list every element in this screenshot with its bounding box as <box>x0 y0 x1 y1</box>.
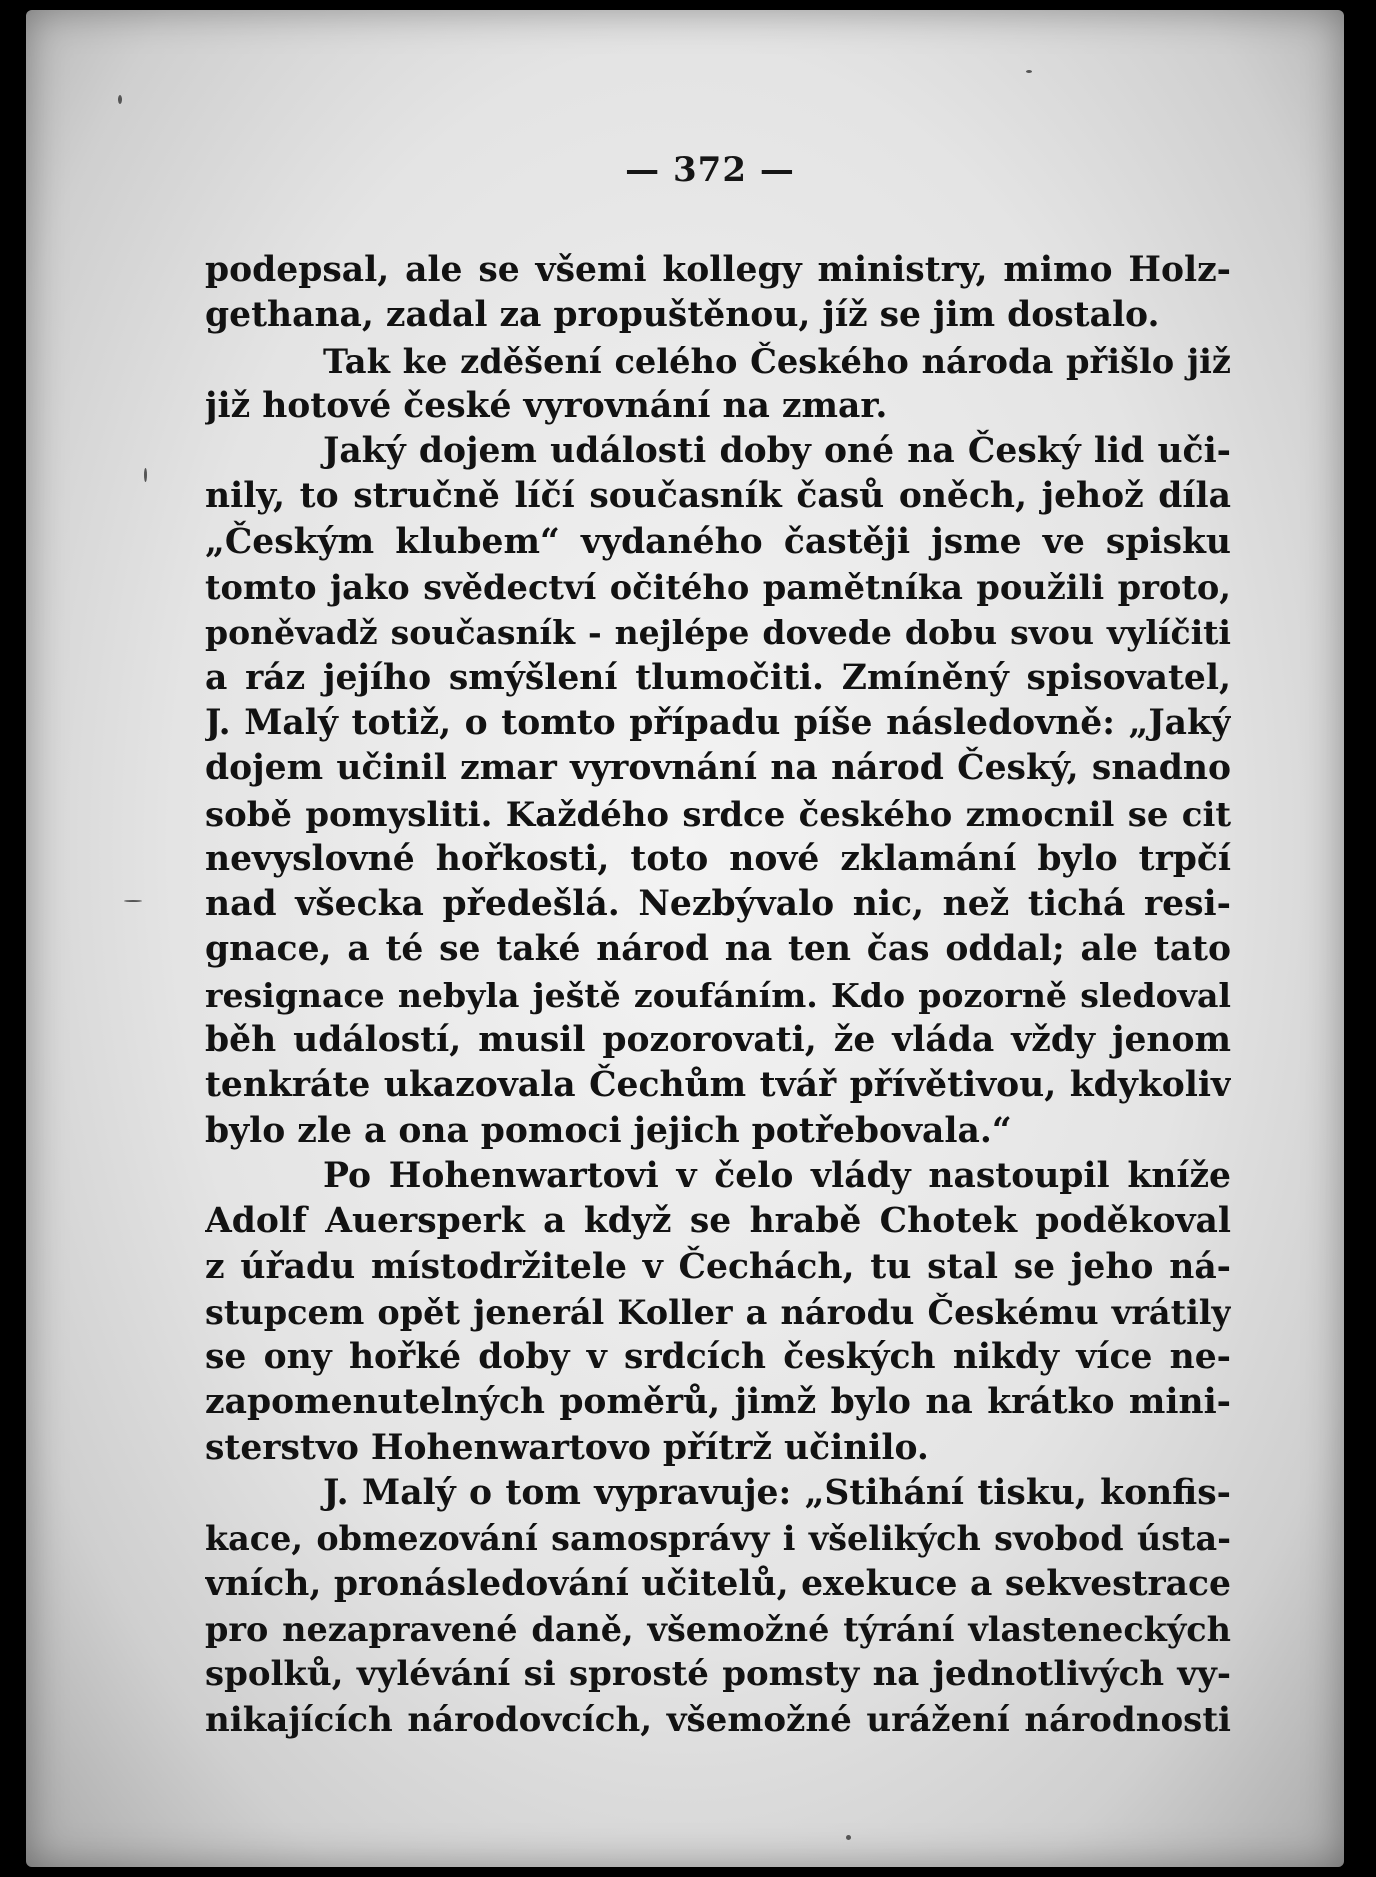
text-line: dojem učinil zmar vyrovnání na národ Český, snadno <box>205 748 1231 789</box>
text-line: resignace nebyla ještě zoufáním. Kdo pozorně sledoval <box>205 975 1231 1015</box>
text-line: Tak ke zděšení celého Českého národa přišlo již <box>323 340 1231 381</box>
text-line: z úřadu místodržitele v Čechách, tu stal se jeho ná- <box>205 1246 1231 1287</box>
text-line: Adolf Auersperk a když se hrabě Chotek poděkoval <box>205 1201 1231 1242</box>
text-line: bylo zle a ona pomoci jejich potřebovala.“ <box>205 1110 1012 1151</box>
text-line: podepsal, ale se všemi kollegy ministry, mimo Holz- <box>205 250 1231 290</box>
text-line: poněvadž současník - nejlépe dovede dobu svou vylíčiti <box>205 613 1231 653</box>
text-line: spolků, vylévání si sprosté pomsty na jednotlivých vy- <box>205 1654 1231 1695</box>
text-line: gethana, zadal za propuštěnou, jíž se jim dostalo. <box>205 295 1160 336</box>
text-line: sterstvo Hohenwartovo přítrž učinilo. <box>205 1427 929 1468</box>
text-line: a ráz jejího smýšlení tlumočiti. Zmíněný spisovatel, <box>205 657 1231 698</box>
text-line: zapomenutelných poměrů, jimž bylo na krátko mini- <box>205 1382 1231 1423</box>
text-line: gnace, a té se také národ na ten čas oddal; ale tato <box>205 929 1231 970</box>
text-line: Jaký dojem události doby oné na Český lid uči- <box>323 431 1231 472</box>
paper-speck <box>144 468 147 482</box>
text-line: „Českým klubem“ vydaného častěji jsme ve spisku <box>205 521 1231 562</box>
text-line: nikajících národovcích, všemožné urážení národnosti <box>205 1699 1231 1740</box>
body-text <box>205 248 1231 1743</box>
paper-speck <box>118 95 122 104</box>
text-line: Po Hohenwartovi v čelo vlády nastoupil kníže <box>323 1155 1231 1196</box>
text-line: již hotové české vyrovnání na zmar. <box>205 385 888 426</box>
text-line: se ony hořké doby v srdcích českých nikdy více ne- <box>205 1337 1231 1378</box>
text-line: vních, pronásledování učitelů, exekuce a sekvestrace <box>205 1563 1231 1604</box>
paper-speck <box>846 1835 851 1840</box>
text-line: J. Malý o tom vypravuje: „Stihání tisku, konfis- <box>323 1473 1231 1514</box>
text-line: sobě pomysliti. Každého srdce českého zmocnil se cit <box>205 793 1231 834</box>
text-line: nad všecka předešlá. Nezbývalo nic, než tichá resi- <box>205 884 1231 925</box>
text-line: nevyslovné hořkosti, toto nové zklamání bylo trpčí <box>205 838 1231 879</box>
text-line: nily, to stručně líčí současník časů oněch, jehož díla <box>205 476 1231 517</box>
text-line: tomto jako svědectví očitého pamětníka použili proto, <box>205 567 1231 608</box>
text-line: J. Malý totiž, o tomto případu píše následovně: „Jaký <box>205 702 1231 743</box>
text-line: kace, obmezování samosprávy i všelikých svobod ústa- <box>205 1519 1231 1559</box>
paper-speck <box>124 900 142 902</box>
page-number: — 372 — <box>625 150 795 190</box>
text-line: běh událostí, musil pozorovati, že vláda vždy jenom <box>205 1020 1231 1061</box>
text-line: tenkráte ukazovala Čechům tvář přívětivou, kdykoliv <box>205 1065 1231 1106</box>
paper-speck <box>1026 70 1032 73</box>
text-line: pro nezapravené daně, všemožné týrání vlasteneckých <box>205 1609 1231 1649</box>
text-line: stupcem opět jenerál Koller a národu Českému vrátily <box>205 1292 1231 1332</box>
